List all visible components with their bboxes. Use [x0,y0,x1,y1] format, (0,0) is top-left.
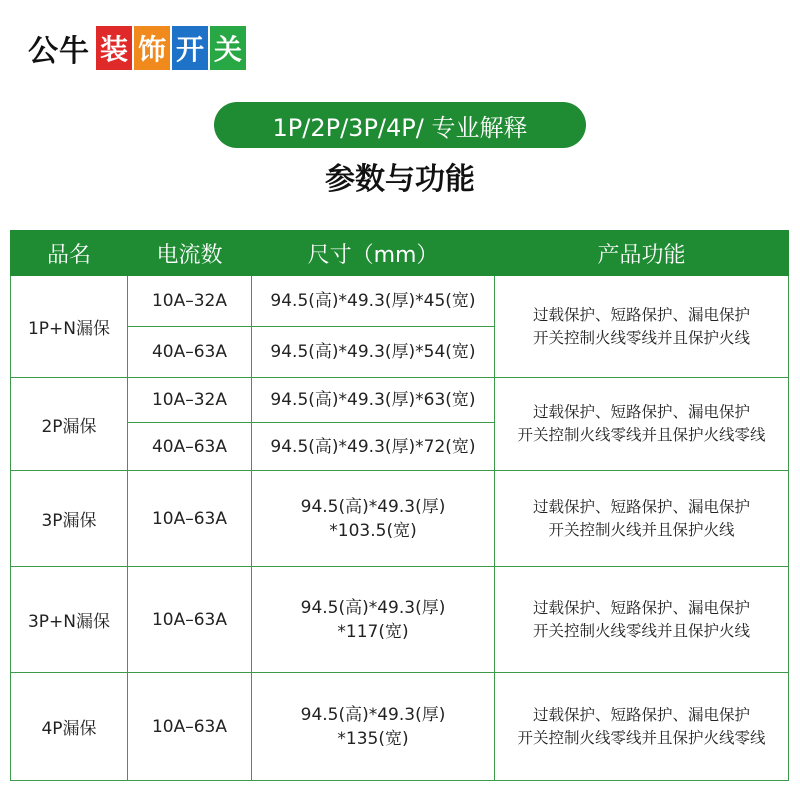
function-line: 开关控制火线零线并且保护火线零线 [517,426,766,444]
product-name-cell: 1P+N漏保 [11,276,128,378]
size-line: 94.5(高)*49.3(厚)*63(宽) [270,390,476,410]
size-cell [252,276,495,327]
product-name-cell: 3P漏保 [11,471,128,567]
size-line: 94.5(高)*49.3(厚)*72(宽) [270,436,476,457]
table-row [11,276,789,327]
function-line: 过载保护、短路保护、漏电保护 [532,403,750,421]
title-text: 1P/2P/3P/4P/ 专业解释 [272,113,528,142]
header-function: 产品功能 [495,231,789,276]
brand-logo [28,24,246,72]
size-line: 94.5(高)*49.3(厚)*54(宽) [270,342,476,362]
current-cell: 10A–32A [128,276,252,327]
brand-box-3: 开 [172,26,208,70]
table-row [11,471,789,567]
size-cell [252,327,495,378]
table-row [11,567,789,673]
header-current: 电流数 [128,231,252,276]
function-line: 开关控制火线零线并且保护火线零线 [517,728,766,747]
header-size: 尺寸（mm） [252,231,495,276]
function-cell [495,276,789,378]
function-cell [495,471,789,567]
spec-table [10,230,789,781]
current-cell: 10A–32A [128,378,252,423]
function-line: 过载保护、短路保护、漏电保护 [532,705,750,724]
size-cell [252,471,495,567]
size-cell [252,378,495,423]
function-line: 开关控制火线零线并且保护火线 [532,328,750,347]
size-line: *135(宽) [337,728,409,749]
spec-table-container [10,230,788,778]
size-cell [252,423,495,471]
function-cell [495,673,789,781]
function-line: 过载保护、短路保护、漏电保护 [532,598,750,617]
size-line: 94.5(高)*49.3(厚)*45(宽) [270,291,476,311]
current-cell: 10A–63A [128,567,252,673]
size-line: 94.5(高)*49.3(厚) [300,597,446,618]
current-cell: 40A–63A [128,423,252,471]
function-line: 过载保护、短路保护、漏电保护 [532,497,750,516]
current-cell: 40A–63A [128,327,252,378]
size-line: 94.5(高)*49.3(厚) [300,496,446,517]
table-row [11,673,789,781]
function-cell [495,378,789,471]
function-line: 开关控制火线并且保护火线 [548,520,735,539]
function-line: 开关控制火线零线并且保护火线 [532,621,750,640]
size-line: 94.5(高)*49.3(厚) [300,704,446,725]
page-subtitle: 参数与功能 [325,162,475,197]
current-cell: 10A–63A [128,673,252,781]
function-cell [495,567,789,673]
current-cell: 10A–63A [128,471,252,567]
brand-name: 公牛 [28,34,90,69]
table-row [11,378,789,423]
brand-box-2: 饰 [134,26,170,70]
brand-box-1: 装 [96,26,132,70]
size-line: *117(宽) [337,621,409,642]
size-cell [252,567,495,673]
function-line: 过载保护、短路保护、漏电保护 [532,305,750,324]
size-cell [252,673,495,781]
size-line: *103.5(宽) [329,520,417,541]
product-name-cell: 4P漏保 [11,673,128,781]
header-name: 品名 [11,231,128,276]
title-banner [214,102,586,148]
table-header-row [11,231,789,276]
brand-box-4: 关 [210,26,246,70]
product-name-cell: 3P+N漏保 [11,567,128,673]
product-name-cell: 2P漏保 [11,378,128,471]
